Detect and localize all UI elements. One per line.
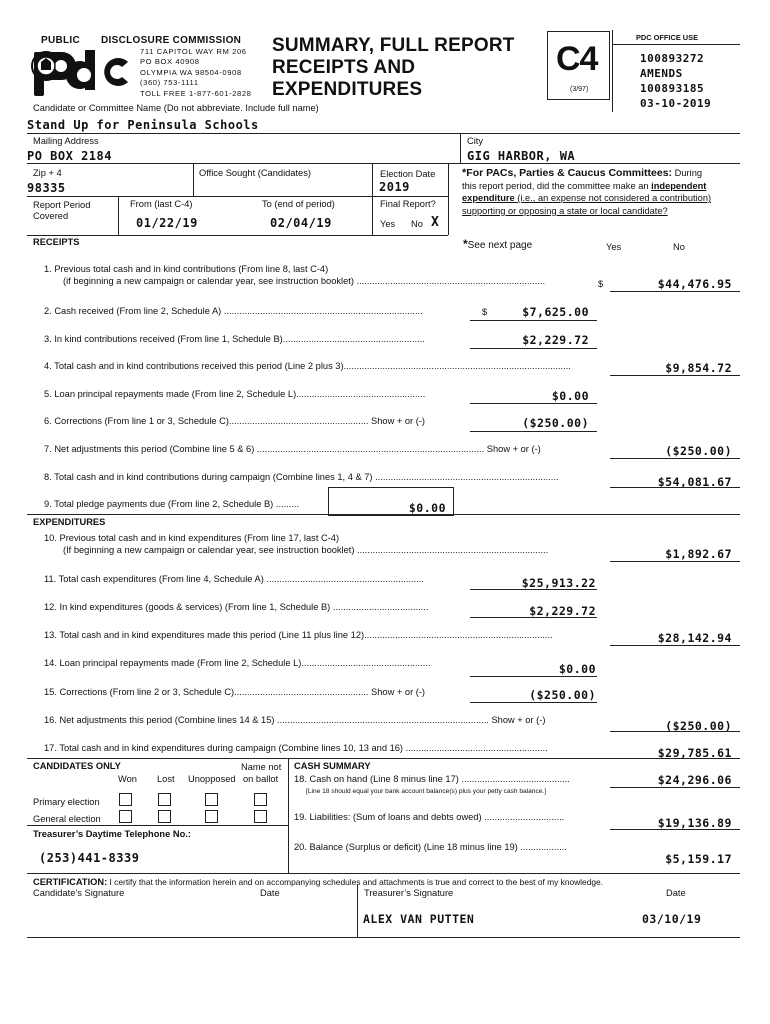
primary-unopposed-checkbox[interactable]	[205, 793, 218, 806]
treasurer-signature: ALEX VAN PUTTEN	[363, 912, 475, 926]
final-report-mark: X	[431, 215, 440, 230]
line-8-label: 8. Total cash and in kind contributions during campaign (Combine lines 1, 4 & 7) .......................................................................	[44, 472, 559, 482]
pdc-logo	[30, 44, 138, 96]
general-not-on-ballot-checkbox[interactable]	[254, 810, 267, 823]
general-won-checkbox[interactable]	[119, 810, 132, 823]
line-2-value: $7,625.00	[522, 305, 589, 319]
form-revision: (3/97)	[570, 86, 589, 93]
form-title-line: RECEIPTS AND	[272, 57, 416, 78]
line-3-value: $2,229.72	[522, 333, 589, 347]
report-period-label: Report Period	[33, 200, 91, 210]
office-use-block	[640, 51, 711, 111]
pac-note-star: *	[462, 167, 467, 179]
pac-note-text: this report period, did the committee make an	[462, 180, 652, 191]
candidate-date-label: Date	[260, 888, 280, 898]
office-use-line: 100893185	[640, 82, 705, 95]
line-6-label: 6. Corrections (From line 1 or 3, Schedule C)...................................................... Show + or (-)	[44, 416, 426, 426]
line-11-value: $25,913.22	[521, 576, 596, 590]
line-2-label: 2. Cash received (From line 2, Schedule A) .............................................................................	[44, 306, 423, 316]
pac-note-text: (i.e., an expense not considered a contribution)	[514, 193, 712, 203]
period-to: 02/04/19	[270, 216, 332, 230]
final-no-label: No	[411, 219, 423, 229]
treasurer-signature-label: Treasurer’s Signature	[364, 888, 454, 898]
treasurer-phone-label: Treasurer’s Daytime Telephone No.:	[33, 829, 191, 839]
see-next-text: See next page	[467, 240, 533, 251]
line-5-label: 5. Loan principal repayments made (From line 2, Schedule L)..................................................	[44, 389, 426, 399]
line-12-label: 12. In kind expenditures (goods & services) (From line 1, Schedule B) .....................................	[44, 602, 429, 612]
receipts-heading: RECEIPTS	[33, 237, 80, 247]
line-12-value: $2,229.72	[529, 604, 596, 618]
pac-note-bold: For PACs, Parties & Caucus Committees:	[466, 167, 673, 179]
form-title	[272, 35, 515, 101]
pac-note-line-2	[462, 180, 740, 193]
treasurer-phone: (253)441-8339	[39, 851, 140, 865]
line-10-label-cont: (If beginning a new campaign or calendar year, see instruction booklet) ..........................................................................	[63, 545, 549, 555]
line-1-value: $44,476.95	[657, 277, 732, 291]
period-to-label: To (end of period)	[262, 199, 335, 209]
certification-statement	[33, 877, 603, 887]
pac-note-line-3	[462, 192, 740, 205]
line-17-label: 17. Total cash and in kind expenditures during campaign (Combine lines 10, 13 and 16) .......................................................	[44, 743, 548, 753]
line-10-label: 10. Previous total cash and in kind expenditures (From line 17, last C-4)	[44, 533, 340, 543]
line-1-label: 1. Previous total cash and in kind contributions (From line 8, last C-4)	[44, 264, 329, 274]
line-2-dollar: $	[482, 307, 488, 317]
primary-won-checkbox[interactable]	[119, 793, 132, 806]
candidates-only-heading: CANDIDATES ONLY	[33, 761, 121, 771]
line-18-note: [Line 18 should equal your bank account balance(s) plus your petty cash balance.]	[306, 788, 547, 795]
general-election-label: General election	[33, 814, 101, 824]
pac-yes-label: Yes	[606, 242, 622, 252]
zip: 98335	[27, 181, 66, 195]
expenditures-heading: EXPENDITURES	[33, 517, 106, 527]
form-title-line: SUMMARY, FULL REPORT	[272, 35, 515, 56]
office-use-line: AMENDS	[640, 67, 683, 80]
header-org-public: PUBLIC	[41, 35, 81, 46]
treasurer-signature-date: 03/10/19	[642, 912, 702, 926]
line-20-label: 20. Balance (Surplus or deficit) (Line 18 minus line 19) ..................	[294, 842, 567, 852]
line-13-label: 13. Total cash and in kind expenditures made this period (Line 11 plus line 12).........................................................................	[44, 630, 553, 640]
line-16-label: 16. Net adjustments this period (Combine lines 14 & 15) .................................................................................. Show + or (-)	[44, 715, 546, 725]
line-20-value: $5,159.17	[665, 852, 732, 866]
line-8-value: $54,081.67	[657, 475, 732, 489]
address-line: OLYMPIA WA 98504-0908	[140, 67, 242, 77]
line-14-label: 14. Loan principal repayments made (From line 2, Schedule L)..................................................	[44, 658, 431, 668]
line-1-dollar: $	[598, 279, 604, 289]
line-9-label: 9. Total pledge payments due (From line 2, Schedule B) .........	[44, 499, 300, 509]
line-18-label: 18. Cash on hand (Line 8 minus line 17) ..........................................	[294, 774, 570, 784]
form-code: C4	[556, 40, 598, 78]
header-org-disclosure: DISCLOSURE COMMISSION	[101, 35, 242, 46]
line-16-value: ($250.00)	[665, 719, 732, 733]
mailing-address: PO BOX 2184	[27, 149, 112, 163]
line-6-value: ($250.00)	[522, 416, 589, 430]
line-7-label: 7. Net adjustments this period (Combine line 5 & 6) ........................................................................................ Show + or (-)	[44, 444, 541, 454]
candidate-signature-label: Candidate’s Signature	[33, 888, 125, 898]
final-yes-label: Yes	[380, 219, 396, 229]
pac-note-text: During	[674, 168, 703, 178]
line-17-value: $29,785.61	[657, 746, 732, 760]
unopposed-label: Unopposed	[188, 774, 236, 784]
report-period-label-2: Covered	[33, 211, 69, 221]
city: GIG HARBOR, WA	[467, 149, 576, 163]
final-report-label: Final Report?	[380, 199, 436, 209]
pac-note	[462, 167, 740, 217]
line-13-value: $28,142.94	[657, 631, 732, 645]
line-15-value: ($250.00)	[529, 688, 596, 702]
line-18-value: $24,296.06	[657, 773, 732, 787]
line-10-value: $1,892.67	[665, 547, 732, 561]
election-date-label: Election Date	[380, 169, 436, 179]
address-line: 711 CAPITOL WAY RM 206	[140, 47, 247, 56]
on-ballot-label: on ballot	[243, 774, 279, 784]
form-code-box	[547, 31, 610, 100]
office-use-line: 100893272	[640, 52, 705, 65]
line-14-value: $0.00	[558, 662, 596, 676]
line-3-label: 3. In kind contributions received (From line 1, Schedule B).......................................................	[44, 334, 425, 344]
address-line: (360) 753-1111	[140, 78, 199, 88]
line-7-value: ($250.00)	[665, 444, 732, 458]
line-11-label: 11. Total cash expenditures (From line 4, Schedule A) .............................................................	[44, 574, 424, 584]
form-title-line: EXPENDITURES	[272, 79, 423, 100]
address-line: PO BOX 40908	[140, 57, 200, 67]
pac-see-next	[463, 237, 532, 251]
won-label: Won	[118, 774, 137, 784]
period-from: 01/22/19	[136, 216, 198, 230]
certification-label: CERTIFICATION:	[33, 877, 108, 887]
lost-label: Lost	[157, 774, 175, 784]
address-line: TOLL FREE 1-877-601-2828	[140, 88, 252, 98]
general-unopposed-checkbox[interactable]	[205, 810, 218, 823]
zip-label: Zip + 4	[33, 168, 62, 178]
line-1-label-cont: (if beginning a new campaign or calendar year, see instruction booklet) .........................................................................	[63, 276, 546, 286]
line-15-label: 15. Corrections (From line 2 or 3, Schedule C).................................................... Show + or (-)	[44, 687, 426, 697]
line-4-value: $9,854.72	[665, 361, 732, 375]
general-lost-checkbox[interactable]	[158, 810, 171, 823]
pac-note-line-1	[462, 167, 740, 180]
primary-lost-checkbox[interactable]	[158, 793, 171, 806]
line-19-label: 19. Liabilities: (Sum of loans and debts owed) ...............................	[294, 812, 565, 822]
period-from-label: From (last C-4)	[130, 199, 193, 209]
certification-text: I certify that the information herein and on accompanying schedules and attachments is true and correct to the best of my knowledge.	[107, 877, 604, 887]
line-5-value: $0.00	[551, 389, 589, 403]
pdc-address-block	[140, 47, 252, 99]
treasurer-date-label: Date	[666, 888, 686, 898]
committee-name-label: Candidate or Committee Name (Do not abbreviate. Include full name)	[33, 103, 319, 113]
line-9-value: $0.00	[408, 501, 446, 515]
office-use-line: 03-10-2019	[640, 97, 712, 110]
name-not-label: Name not	[241, 762, 282, 772]
pac-note-emphasis: expenditure	[462, 193, 515, 203]
line-4-label: 4. Total cash and in kind contributions received this period (Line 2 plus 3)........................................................................................	[44, 361, 571, 371]
election-date: 2019	[379, 180, 410, 194]
pac-note-line-4: supporting or opposing a state or local candidate?	[462, 205, 668, 216]
mailing-address-label: Mailing Address	[33, 136, 99, 146]
committee-name: Stand Up for Peninsula Schools	[27, 118, 259, 132]
pac-note-emphasis: independent	[651, 180, 707, 191]
line-19-value: $19,136.89	[657, 816, 732, 830]
city-label: City	[467, 136, 484, 146]
cash-summary-heading: CASH SUMMARY	[294, 761, 371, 771]
primary-election-label: Primary election	[33, 797, 100, 807]
office-sought-label: Office Sought (Candidates)	[199, 168, 311, 178]
see-next-star: *	[463, 237, 468, 251]
office-use-label: PDC OFFICE USE	[636, 33, 699, 42]
primary-not-on-ballot-checkbox[interactable]	[254, 793, 267, 806]
pac-no-label: No	[673, 242, 685, 252]
